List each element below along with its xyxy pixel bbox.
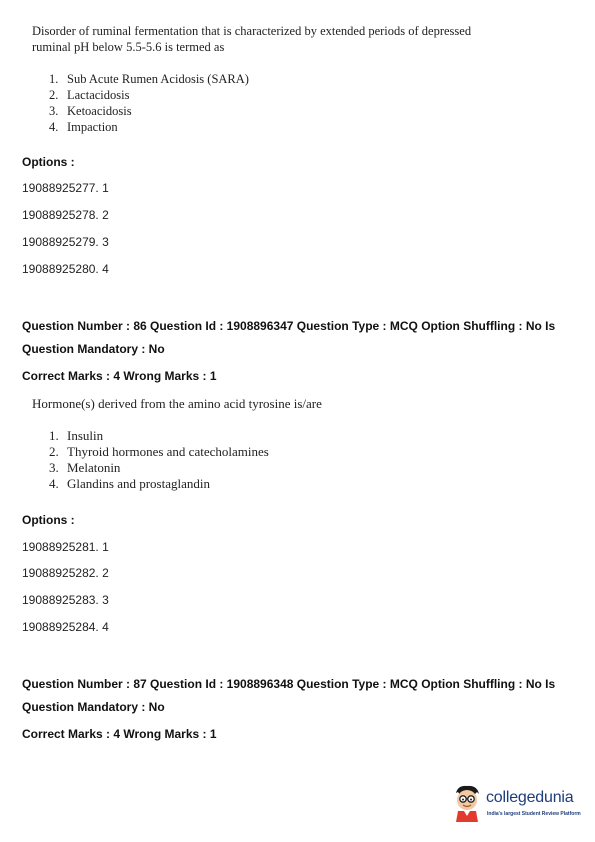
option-id: 19088925281. 1: [22, 540, 109, 554]
choice-item: 3. Melatonin: [49, 460, 121, 475]
logo-tagline: India's largest Student Review Platform: [487, 811, 581, 817]
question-86-marks: Correct Marks : 4 Wrong Marks : 1: [22, 369, 217, 383]
option-id: 19088925278. 2: [22, 208, 109, 222]
question-86-mandatory: Question Mandatory : No: [22, 342, 165, 356]
question-1-stem: Disorder of ruminal fermentation that is characterized by extended periods of depressed ruminal pH below 5.5-5.6 is termed as: [32, 24, 472, 54]
option-id: 19088925283. 3: [22, 593, 109, 607]
option-id: 19088925280. 4: [22, 262, 109, 276]
question-87-meta: Question Number : 87 Question Id : 1908896348 Question Type : MCQ Option Shuffling : No Is: [22, 677, 556, 691]
choice-item: 2. Thyroid hormones and catecholamines: [49, 444, 269, 459]
question-87-marks: Correct Marks : 4 Wrong Marks : 1: [22, 727, 217, 741]
choice-item: 4. Impaction: [49, 120, 118, 134]
option-id: 19088925284. 4: [22, 620, 109, 634]
question-86-choices: [49, 428, 269, 492]
choice-item: 1. Sub Acute Rumen Acidosis (SARA): [49, 72, 249, 86]
logo-name: collegedunia: [486, 789, 574, 806]
choice-item: 2. Lactacidosis: [49, 88, 130, 102]
question-87-mandatory: Question Mandatory : No: [22, 700, 165, 714]
choice-item: 1. Insulin: [49, 428, 104, 443]
question-1-choices: [49, 71, 249, 135]
question-86-stem: Hormone(s) derived from the amino acid tyrosine is/are: [32, 396, 322, 411]
collegedunia-logo: [450, 783, 590, 827]
option-id: 19088925279. 3: [22, 235, 109, 249]
option-id: 19088925282. 2: [22, 566, 109, 580]
choice-item: 3. Ketoacidosis: [49, 104, 132, 118]
options-label: Options :: [22, 155, 75, 169]
choice-item: 4. Glandins and prostaglandin: [49, 476, 210, 491]
mascot-icon: [450, 783, 484, 823]
question-86-meta: Question Number : 86 Question Id : 1908896347 Question Type : MCQ Option Shuffling : No Is: [22, 319, 556, 333]
options-label: Options :: [22, 513, 75, 527]
option-id: 19088925277. 1: [22, 181, 109, 195]
